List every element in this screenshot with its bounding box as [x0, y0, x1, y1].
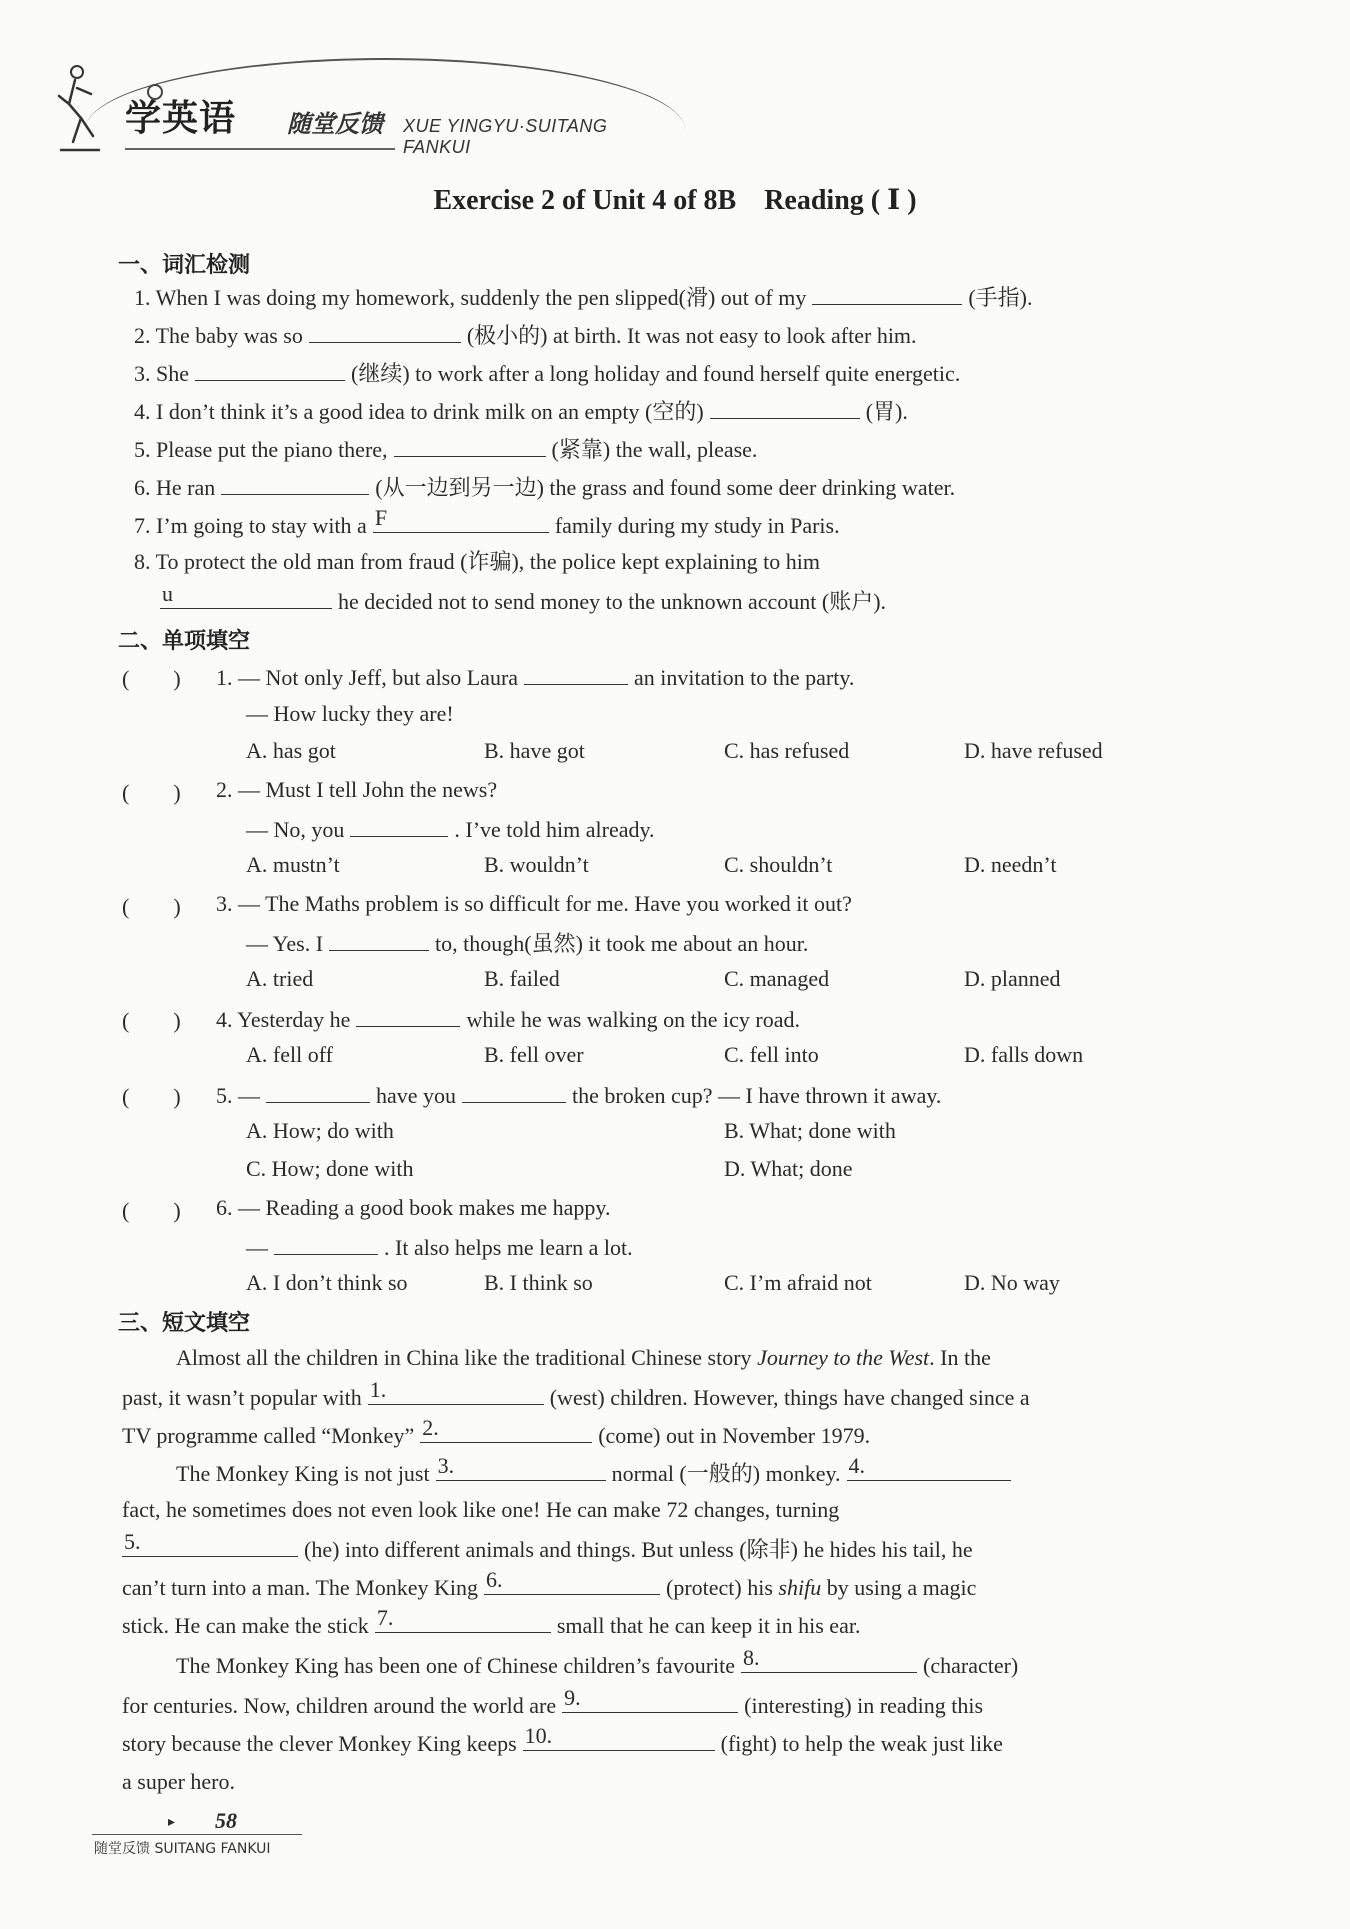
blank-number: 8. — [743, 1645, 760, 1670]
answer-blank[interactable] — [394, 434, 546, 457]
blank-number: 3. — [437, 1453, 455, 1478]
question-hint: (手指). — [968, 285, 1033, 310]
passage-text: The Monkey King is not just — [176, 1461, 430, 1486]
mc-question-2: 2. — Must I tell John the news? — [216, 777, 498, 802]
passage-blank-7[interactable] — [375, 1605, 551, 1633]
passage-text: for centuries. Now, children around the world are — [122, 1693, 557, 1718]
passage-line — [122, 1415, 871, 1450]
question-text: 1. — Not only Jeff, but also Laura — [216, 665, 519, 690]
mc-question-1 — [216, 662, 854, 692]
option-d[interactable]: D. planned — [964, 966, 1061, 991]
answer-bracket[interactable]: ( ) — [122, 1008, 181, 1033]
mc-question-2-reply — [246, 814, 655, 844]
question-hint: (胃). — [865, 399, 908, 424]
question-text: 6. He ran — [134, 475, 216, 500]
blank-number: 2. — [422, 1415, 439, 1440]
answer-blank[interactable] — [309, 320, 461, 343]
header-underline — [125, 148, 395, 150]
option-a[interactable]: A. I don’t think so — [246, 1270, 408, 1295]
option-c[interactable]: C. shouldn’t — [724, 852, 833, 877]
passage-line: fact, he sometimes does not even look like one! He can make 72 changes, turning — [122, 1497, 840, 1522]
option-c[interactable]: C. I’m afraid not — [724, 1270, 872, 1295]
header-logo — [55, 48, 675, 158]
passage-line — [122, 1605, 861, 1640]
blank-number: 6. — [486, 1567, 503, 1592]
vocab-question-1 — [134, 282, 1032, 312]
option-a[interactable]: A. fell off — [246, 1042, 333, 1067]
option-d[interactable]: D. needn’t — [964, 852, 1057, 877]
answer-blank[interactable] — [524, 662, 628, 685]
question-text: 4. Yesterday he — [216, 1007, 351, 1032]
vocab-question-7 — [134, 505, 840, 540]
mc-question-3-reply — [246, 928, 808, 958]
question-text: . I’ve told him already. — [454, 817, 655, 842]
passage-blank-3[interactable] — [436, 1453, 606, 1481]
answer-blank[interactable] — [160, 581, 332, 609]
answer-bracket[interactable]: ( ) — [122, 894, 181, 919]
mc-question-4 — [216, 1004, 800, 1034]
mc-question-3: 3. — The Maths problem is so difficult for me. Have you worked it out? — [216, 891, 852, 916]
passage-text: can’t turn into a man. The Monkey King — [122, 1575, 479, 1600]
question-text: the broken cup? — I have thrown it away. — [572, 1083, 942, 1108]
question-text: 7. I’m going to stay with a — [134, 513, 367, 538]
passage-text: normal (一般的) monkey. — [611, 1461, 841, 1486]
question-text: 5. Please put the piano there, — [134, 437, 388, 462]
option-a[interactable]: A. tried — [246, 966, 314, 991]
passage-text: (he) into different animals and things. But unless (除非) he hides his tail, he — [304, 1537, 973, 1562]
blank-number: 1. — [369, 1377, 387, 1402]
blank-number: 5. — [124, 1529, 141, 1554]
mc-question-5 — [216, 1080, 941, 1110]
section-heading-passage: 三、短文填空 — [118, 1311, 251, 1336]
option-b[interactable]: B. What; done with — [724, 1118, 896, 1143]
question-text: while he was walking on the icy road. — [466, 1007, 801, 1032]
answer-blank[interactable] — [350, 814, 448, 837]
passage-line — [122, 1723, 1003, 1758]
vocab-question-8-cont — [160, 581, 887, 616]
option-d[interactable]: D. falls down — [964, 1042, 1084, 1067]
passage-text: stick. He can make the stick — [122, 1613, 369, 1638]
answer-blank[interactable] — [462, 1080, 566, 1103]
blank-number: 9. — [564, 1685, 581, 1710]
passage-text: story because the clever Monkey King keeps — [122, 1731, 517, 1756]
question-hint: (紧靠) the wall, please. — [551, 437, 758, 462]
question-text: 2. The baby was so — [134, 323, 303, 348]
passage-line — [122, 1685, 984, 1720]
passage-blank-10[interactable] — [523, 1723, 715, 1751]
passage-blank-9[interactable] — [562, 1685, 738, 1713]
mc-question-6-reply — [246, 1232, 633, 1262]
passage-text: past, it wasn’t popular with — [122, 1385, 362, 1410]
option-d[interactable]: D. What; done — [724, 1156, 853, 1181]
option-c[interactable]: C. managed — [724, 966, 830, 991]
passage-text: (character) — [923, 1653, 1019, 1678]
passage-blank-5[interactable] — [122, 1529, 298, 1557]
option-c[interactable]: C. fell into — [724, 1042, 819, 1067]
vocab-question-6 — [134, 472, 955, 502]
answer-blank[interactable] — [329, 928, 429, 951]
question-hint: (从一边到另一边) the grass and found some deer drinking water. — [375, 475, 956, 500]
page-number: 58 — [215, 1808, 237, 1833]
option-b[interactable]: B. I think so — [484, 1270, 593, 1295]
passage-text: The Monkey King has been one of Chinese children’s favourite — [176, 1653, 736, 1678]
passage-blank-6[interactable] — [484, 1567, 660, 1595]
brand-pinyin: XUE YINGYU·SUITANG FANKUI — [403, 116, 608, 157]
answer-blank[interactable] — [373, 505, 549, 533]
passage-text: (west) children. However, things have changed since a — [549, 1385, 1030, 1410]
option-c[interactable]: C. has refused — [724, 738, 850, 763]
mc-question-6: 6. — Reading a good book makes me happy. — [216, 1195, 611, 1220]
page-title: Exercise 2 of Unit 4 of 8B Reading ( Ⅰ ) — [433, 185, 917, 216]
vocab-question-8 — [134, 548, 820, 576]
question-text: — — [246, 1235, 268, 1260]
answer-blank[interactable] — [710, 396, 860, 419]
section-heading-vocab: 一、词汇检测 — [118, 253, 251, 278]
answer-bracket[interactable]: ( ) — [122, 780, 181, 805]
blank-number: 10. — [524, 1723, 553, 1748]
blank-number: 7. — [376, 1605, 394, 1630]
answer-blank[interactable] — [195, 358, 345, 381]
answer-blank[interactable] — [274, 1232, 378, 1255]
question-hint: (极小的) at birth. It was not easy to look after him. — [466, 323, 917, 348]
passage-text: (fight) to help the weak just like — [720, 1731, 1003, 1756]
question-text: an invitation to the party. — [634, 665, 855, 690]
option-b[interactable]: B. fell over — [484, 1042, 584, 1067]
first-letter-hint: u — [162, 581, 173, 606]
passage-text: TV programme called “Monkey” — [122, 1423, 415, 1448]
question-text: . It also helps me learn a lot. — [384, 1235, 633, 1260]
option-b[interactable]: B. have got — [484, 738, 585, 763]
passage-blank-4[interactable] — [847, 1453, 1011, 1481]
passage-blank-1[interactable] — [368, 1377, 544, 1405]
passage-blank-2[interactable] — [420, 1415, 592, 1443]
question-text: 4. I don’t think it’s a good idea to drink milk on an empty (空的) — [134, 399, 704, 424]
passage-text: Almost all the children in China like the traditional Chinese story — [176, 1345, 752, 1370]
book-title: Journey to the West — [757, 1345, 930, 1370]
vocab-question-5 — [134, 434, 757, 464]
option-a[interactable]: A. has got — [246, 738, 336, 763]
vocab-question-4 — [134, 396, 908, 426]
passage-blank-8[interactable] — [741, 1645, 917, 1673]
vocab-question-2 — [134, 320, 917, 350]
passage-text: (protect) his — [666, 1575, 773, 1600]
answer-blank[interactable] — [812, 282, 962, 305]
question-text: have you — [376, 1083, 457, 1108]
passage-line: a super hero. — [122, 1769, 236, 1794]
question-text: 1. When I was doing my homework, suddenly the pen slipped(滑) out of my — [134, 285, 807, 310]
answer-blank[interactable] — [221, 472, 369, 495]
question-text: 5. — — [216, 1083, 260, 1108]
passage-text: . In the — [929, 1345, 991, 1370]
passage-line — [122, 1529, 973, 1564]
passage-line — [176, 1453, 1017, 1488]
option-d[interactable]: D. have refused — [964, 738, 1103, 763]
passage-text: by using a magic — [826, 1575, 977, 1600]
answer-bracket[interactable]: ( ) — [122, 666, 181, 691]
question-text: to, though(虽然) it took me about an hour. — [435, 931, 809, 956]
passage-line — [176, 1645, 1019, 1680]
play-arrow-icon: ▸ — [168, 1814, 176, 1830]
question-text: 3. She — [134, 361, 189, 386]
brand-title: 学英语 — [125, 98, 237, 139]
option-b[interactable]: B. wouldn’t — [484, 852, 589, 877]
italic-word: shifu — [778, 1575, 822, 1600]
first-letter-hint: F — [374, 505, 388, 530]
question-text: — Yes. I — [246, 931, 324, 956]
footer-rule — [92, 1834, 302, 1835]
passage-line — [176, 1344, 991, 1372]
blank-number: 4. — [848, 1453, 866, 1478]
vocab-question-3 — [134, 358, 960, 388]
passage-text: small that he can keep it in his ear. — [556, 1613, 861, 1638]
question-hint: he decided not to send money to the unknown account (账户). — [338, 589, 887, 614]
answer-blank[interactable] — [266, 1080, 370, 1103]
answer-blank[interactable] — [356, 1004, 460, 1027]
mc-question-1-reply: — How lucky they are! — [246, 701, 454, 726]
footer-label: 随堂反馈 SUITANG FANKUI — [94, 1841, 271, 1857]
brand-subtitle: 随堂反馈 — [287, 110, 383, 138]
question-text: 8. To protect the old man from fraud (诈骗), the police kept explaining to him — [134, 549, 820, 574]
option-a[interactable]: A. mustn’t — [246, 852, 340, 877]
passage-line — [122, 1377, 1030, 1412]
option-d[interactable]: D. No way — [964, 1270, 1060, 1295]
passage-text: (interesting) in reading this — [744, 1693, 984, 1718]
answer-bracket[interactable]: ( ) — [122, 1084, 181, 1109]
passage-text: (come) out in November 1979. — [598, 1423, 871, 1448]
section-heading-mc: 二、单项填空 — [118, 629, 251, 654]
question-hint: family during my study in Paris. — [554, 513, 840, 538]
question-text: — No, you — [246, 817, 345, 842]
option-c[interactable]: C. How; done with — [246, 1156, 414, 1181]
option-b[interactable]: B. failed — [484, 966, 560, 991]
question-hint: (继续) to work after a long holiday and found herself quite energetic. — [351, 361, 961, 386]
option-a[interactable]: A. How; do with — [246, 1118, 394, 1143]
passage-line — [122, 1567, 977, 1602]
answer-bracket[interactable]: ( ) — [122, 1198, 181, 1223]
